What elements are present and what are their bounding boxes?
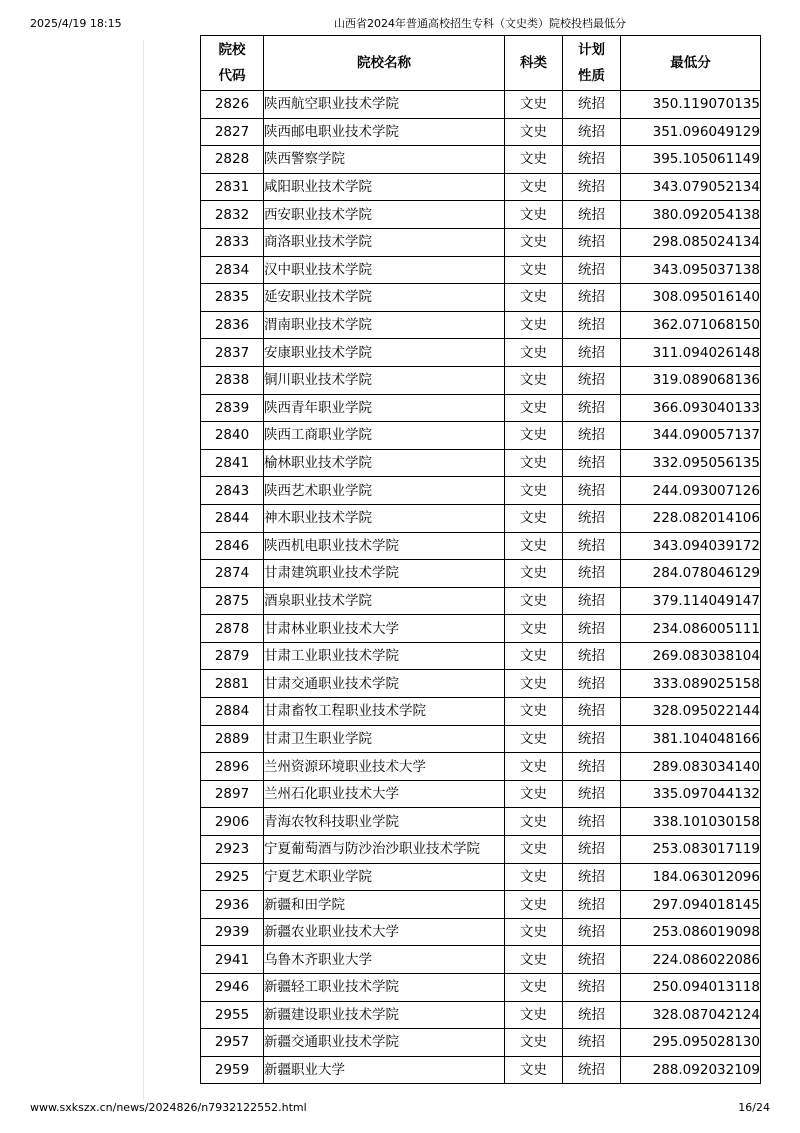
cell-name: 汉中职业技术学院 [264, 256, 505, 284]
page-margin-line [143, 40, 144, 1100]
cell-score: 332.095056135 [621, 449, 761, 477]
cell-name: 新疆和田学院 [264, 891, 505, 919]
cell-plan: 统招 [563, 173, 621, 201]
column-header-name: 院校名称 [264, 36, 505, 91]
cell-type: 文史 [505, 173, 563, 201]
cell-type: 文史 [505, 615, 563, 643]
cell-plan: 统招 [563, 670, 621, 698]
cell-name: 神木职业技术学院 [264, 504, 505, 532]
cell-type: 文史 [505, 560, 563, 588]
cell-code: 2925 [201, 863, 264, 891]
cell-code: 2844 [201, 504, 264, 532]
cell-plan: 统招 [563, 91, 621, 119]
cell-plan: 统招 [563, 532, 621, 560]
cell-type: 文史 [505, 532, 563, 560]
cell-code: 2897 [201, 780, 264, 808]
table-row [201, 256, 761, 284]
table-row [201, 587, 761, 615]
cell-plan: 统招 [563, 698, 621, 726]
cell-score: 362.071068150 [621, 311, 761, 339]
cell-type: 文史 [505, 118, 563, 146]
cell-code: 2835 [201, 284, 264, 312]
cell-score: 308.095016140 [621, 284, 761, 312]
table-row [201, 560, 761, 588]
cell-type: 文史 [505, 146, 563, 174]
column-header-plan-line1: 计划 [578, 42, 605, 58]
page-number: 16/24 [738, 1101, 770, 1114]
cell-code: 2879 [201, 642, 264, 670]
cell-type: 文史 [505, 1029, 563, 1057]
cell-score: 295.095028130 [621, 1029, 761, 1057]
cell-score: 269.083038104 [621, 642, 761, 670]
cell-type: 文史 [505, 422, 563, 450]
cell-plan: 统招 [563, 753, 621, 781]
page-url: www.sxkszx.cn/news/2024826/n7932122552.html [30, 1101, 307, 1114]
cell-code: 2939 [201, 918, 264, 946]
cell-score: 380.092054138 [621, 201, 761, 229]
cell-type: 文史 [505, 1001, 563, 1029]
cell-type: 文史 [505, 670, 563, 698]
cell-name: 新疆交通职业技术学院 [264, 1029, 505, 1057]
cell-code: 2959 [201, 1056, 264, 1084]
table-row [201, 670, 761, 698]
column-header-plan [563, 36, 621, 91]
cell-score: 234.086005111 [621, 615, 761, 643]
cell-score: 366.093040133 [621, 394, 761, 422]
cell-name: 商洛职业技术学院 [264, 228, 505, 256]
column-header-code-line1: 院校 [218, 42, 246, 58]
cell-type: 文史 [505, 228, 563, 256]
table-row [201, 836, 761, 864]
cell-type: 文史 [505, 974, 563, 1002]
cell-name: 安康职业技术学院 [264, 339, 505, 367]
cell-name: 兰州石化职业技术大学 [264, 780, 505, 808]
cell-plan: 统招 [563, 118, 621, 146]
cell-code: 2875 [201, 587, 264, 615]
cell-plan: 统招 [563, 863, 621, 891]
cell-name: 新疆建设职业技术学院 [264, 1001, 505, 1029]
cell-plan: 统招 [563, 394, 621, 422]
cell-type: 文史 [505, 1056, 563, 1084]
table-row [201, 615, 761, 643]
cell-plan: 统招 [563, 615, 621, 643]
column-header-plan-line2: 性质 [578, 68, 605, 84]
cell-type: 文史 [505, 725, 563, 753]
table-row [201, 449, 761, 477]
cell-plan: 统招 [563, 780, 621, 808]
cell-code: 2832 [201, 201, 264, 229]
cell-type: 文史 [505, 946, 563, 974]
cell-score: 288.092032109 [621, 1056, 761, 1084]
cell-score: 311.094026148 [621, 339, 761, 367]
cell-code: 2889 [201, 725, 264, 753]
cell-plan: 统招 [563, 642, 621, 670]
table-row [201, 311, 761, 339]
cell-plan: 统招 [563, 946, 621, 974]
cell-name: 甘肃建筑职业技术学院 [264, 560, 505, 588]
cell-code: 2838 [201, 366, 264, 394]
cell-score: 253.083017119 [621, 836, 761, 864]
cell-plan: 统招 [563, 477, 621, 505]
cell-code: 2834 [201, 256, 264, 284]
cell-score: 328.087042124 [621, 1001, 761, 1029]
admission-score-table [200, 35, 761, 1084]
cell-type: 文史 [505, 504, 563, 532]
cell-score: 250.094013118 [621, 974, 761, 1002]
cell-code: 2936 [201, 891, 264, 919]
cell-score: 253.086019098 [621, 918, 761, 946]
cell-plan: 统招 [563, 201, 621, 229]
table-row [201, 974, 761, 1002]
table-row [201, 918, 761, 946]
cell-type: 文史 [505, 449, 563, 477]
cell-type: 文史 [505, 698, 563, 726]
cell-code: 2831 [201, 173, 264, 201]
cell-name: 咸阳职业技术学院 [264, 173, 505, 201]
cell-type: 文史 [505, 642, 563, 670]
cell-name: 铜川职业技术学院 [264, 366, 505, 394]
cell-code: 2874 [201, 560, 264, 588]
table-row [201, 725, 761, 753]
cell-plan: 统招 [563, 284, 621, 312]
cell-plan: 统招 [563, 974, 621, 1002]
table-row [201, 118, 761, 146]
cell-name: 青海农牧科技职业学院 [264, 808, 505, 836]
cell-name: 新疆农业职业技术大学 [264, 918, 505, 946]
cell-name: 陕西机电职业技术学院 [264, 532, 505, 560]
table-row [201, 698, 761, 726]
cell-name: 榆林职业技术学院 [264, 449, 505, 477]
table-row [201, 863, 761, 891]
cell-type: 文史 [505, 753, 563, 781]
cell-name: 甘肃交通职业技术学院 [264, 670, 505, 698]
cell-type: 文史 [505, 284, 563, 312]
table-row [201, 477, 761, 505]
cell-name: 陕西邮电职业技术学院 [264, 118, 505, 146]
table-row [201, 642, 761, 670]
cell-code: 2896 [201, 753, 264, 781]
cell-plan: 统招 [563, 504, 621, 532]
cell-plan: 统招 [563, 366, 621, 394]
cell-score: 333.089025158 [621, 670, 761, 698]
cell-name: 乌鲁木齐职业大学 [264, 946, 505, 974]
column-header-type: 科类 [505, 36, 563, 91]
cell-plan: 统招 [563, 725, 621, 753]
cell-plan: 统招 [563, 228, 621, 256]
table-row [201, 1001, 761, 1029]
cell-score: 319.089068136 [621, 366, 761, 394]
cell-name: 新疆轻工职业技术学院 [264, 974, 505, 1002]
cell-code: 2881 [201, 670, 264, 698]
cell-score: 289.083034140 [621, 753, 761, 781]
cell-type: 文史 [505, 91, 563, 119]
cell-plan: 统招 [563, 1056, 621, 1084]
cell-name: 延安职业技术学院 [264, 284, 505, 312]
table-row [201, 201, 761, 229]
cell-score: 297.094018145 [621, 891, 761, 919]
cell-score: 343.079052134 [621, 173, 761, 201]
cell-score: 351.096049129 [621, 118, 761, 146]
cell-name: 酒泉职业技术学院 [264, 587, 505, 615]
table-row [201, 91, 761, 119]
table-header-row [201, 36, 761, 91]
cell-type: 文史 [505, 366, 563, 394]
cell-plan: 统招 [563, 311, 621, 339]
cell-score: 343.095037138 [621, 256, 761, 284]
cell-plan: 统招 [563, 836, 621, 864]
cell-plan: 统招 [563, 422, 621, 450]
table-row [201, 339, 761, 367]
cell-code: 2826 [201, 91, 264, 119]
cell-score: 244.093007126 [621, 477, 761, 505]
cell-code: 2955 [201, 1001, 264, 1029]
cell-code: 2957 [201, 1029, 264, 1057]
table-row [201, 394, 761, 422]
table-row [201, 891, 761, 919]
cell-code: 2837 [201, 339, 264, 367]
cell-code: 2839 [201, 394, 264, 422]
cell-type: 文史 [505, 394, 563, 422]
cell-type: 文史 [505, 780, 563, 808]
cell-type: 文史 [505, 201, 563, 229]
cell-name: 兰州资源环境职业技术大学 [264, 753, 505, 781]
cell-code: 2836 [201, 311, 264, 339]
cell-score: 335.097044132 [621, 780, 761, 808]
cell-code: 2884 [201, 698, 264, 726]
column-header-code-line2: 代码 [218, 68, 246, 84]
cell-type: 文史 [505, 256, 563, 284]
cell-type: 文史 [505, 836, 563, 864]
cell-plan: 统招 [563, 339, 621, 367]
print-timestamp: 2025/4/19 18:15 [30, 17, 122, 30]
cell-score: 344.090057137 [621, 422, 761, 450]
cell-name: 陕西艺术职业学院 [264, 477, 505, 505]
cell-code: 2841 [201, 449, 264, 477]
cell-score: 298.085024134 [621, 228, 761, 256]
cell-name: 陕西工商职业学院 [264, 422, 505, 450]
page-title: 山西省2024年普通高校招生专科（文史类）院校投档最低分 [334, 17, 626, 30]
cell-code: 2946 [201, 974, 264, 1002]
cell-type: 文史 [505, 587, 563, 615]
cell-score: 350.119070135 [621, 91, 761, 119]
table-row [201, 284, 761, 312]
cell-type: 文史 [505, 808, 563, 836]
cell-code: 2906 [201, 808, 264, 836]
table-row [201, 228, 761, 256]
column-header-code [201, 36, 264, 91]
cell-score: 284.078046129 [621, 560, 761, 588]
cell-score: 343.094039172 [621, 532, 761, 560]
cell-name: 陕西青年职业学院 [264, 394, 505, 422]
cell-score: 228.082014106 [621, 504, 761, 532]
cell-name: 渭南职业技术学院 [264, 311, 505, 339]
cell-type: 文史 [505, 863, 563, 891]
cell-score: 338.101030158 [621, 808, 761, 836]
table-body [201, 91, 761, 1084]
table-row [201, 532, 761, 560]
cell-type: 文史 [505, 891, 563, 919]
cell-name: 甘肃工业职业技术学院 [264, 642, 505, 670]
cell-name: 新疆职业大学 [264, 1056, 505, 1084]
cell-score: 328.095022144 [621, 698, 761, 726]
cell-code: 2827 [201, 118, 264, 146]
cell-score: 224.086022086 [621, 946, 761, 974]
cell-code: 2941 [201, 946, 264, 974]
column-header-score: 最低分 [621, 36, 761, 91]
table-row [201, 753, 761, 781]
cell-score: 184.063012096 [621, 863, 761, 891]
cell-score: 395.105061149 [621, 146, 761, 174]
table-row [201, 946, 761, 974]
cell-type: 文史 [505, 918, 563, 946]
cell-name: 陕西警察学院 [264, 146, 505, 174]
table-row [201, 1029, 761, 1057]
cell-type: 文史 [505, 477, 563, 505]
table-row [201, 146, 761, 174]
cell-plan: 统招 [563, 587, 621, 615]
table-row [201, 780, 761, 808]
cell-plan: 统招 [563, 560, 621, 588]
cell-plan: 统招 [563, 918, 621, 946]
cell-name: 甘肃畜牧工程职业技术学院 [264, 698, 505, 726]
cell-plan: 统招 [563, 1029, 621, 1057]
cell-plan: 统招 [563, 891, 621, 919]
table-row [201, 173, 761, 201]
cell-code: 2843 [201, 477, 264, 505]
cell-name: 甘肃卫生职业学院 [264, 725, 505, 753]
cell-code: 2840 [201, 422, 264, 450]
cell-name: 宁夏艺术职业学院 [264, 863, 505, 891]
cell-code: 2833 [201, 228, 264, 256]
cell-plan: 统招 [563, 256, 621, 284]
cell-code: 2878 [201, 615, 264, 643]
cell-plan: 统招 [563, 449, 621, 477]
cell-code: 2846 [201, 532, 264, 560]
cell-plan: 统招 [563, 808, 621, 836]
table-row [201, 366, 761, 394]
cell-plan: 统招 [563, 146, 621, 174]
cell-score: 379.114049147 [621, 587, 761, 615]
cell-type: 文史 [505, 311, 563, 339]
table-row [201, 422, 761, 450]
table-row [201, 808, 761, 836]
cell-name: 甘肃林业职业技术大学 [264, 615, 505, 643]
cell-score: 381.104048166 [621, 725, 761, 753]
table-row [201, 504, 761, 532]
cell-name: 陕西航空职业技术学院 [264, 91, 505, 119]
table-row [201, 1056, 761, 1084]
cell-name: 宁夏葡萄酒与防沙治沙职业技术学院 [264, 836, 505, 864]
cell-code: 2828 [201, 146, 264, 174]
cell-plan: 统招 [563, 1001, 621, 1029]
cell-name: 西安职业技术学院 [264, 201, 505, 229]
cell-code: 2923 [201, 836, 264, 864]
cell-type: 文史 [505, 339, 563, 367]
